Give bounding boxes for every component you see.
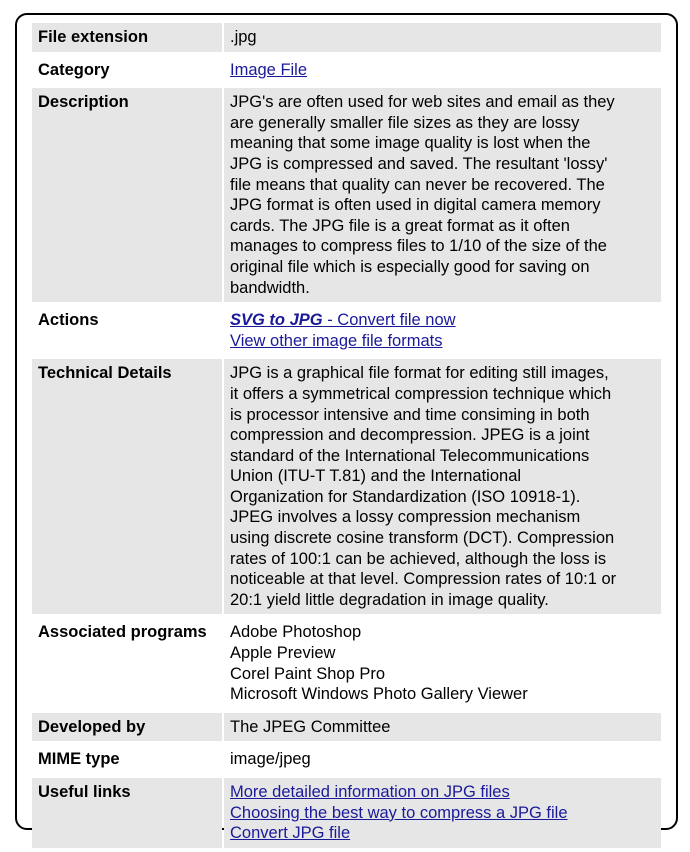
description-label: Description xyxy=(32,88,222,302)
description-line: manages to compress files to 1/10 of the size of the xyxy=(230,237,607,256)
technical-line: JPEG involves a lossy compression mechanism xyxy=(230,508,581,527)
mime-type-value: image/jpeg xyxy=(230,750,311,769)
category-value xyxy=(224,56,661,85)
file-extension-label: File extension xyxy=(32,23,222,52)
technical-line: 20:1 yield little degradation in image quality. xyxy=(230,590,549,609)
description-line: bandwidth. xyxy=(230,278,310,297)
file-extension-value: .jpg xyxy=(224,23,661,52)
row-mime-type xyxy=(32,745,661,774)
program-item: Microsoft Windows Photo Gallery Viewer xyxy=(230,685,528,704)
technical-line: Organization for Standardization (ISO 10918-1). xyxy=(230,487,581,506)
category-link[interactable]: Image File xyxy=(230,60,308,79)
file-info-table xyxy=(32,23,661,852)
row-useful-links xyxy=(32,778,661,848)
description-text xyxy=(224,88,661,302)
row-actions xyxy=(32,306,661,355)
technical-line: standard of the International Telecommunications xyxy=(230,446,590,465)
view-other-formats-link[interactable]: View other image file formats xyxy=(230,331,443,350)
row-associated-programs xyxy=(32,618,661,708)
row-category xyxy=(32,56,661,85)
view-other-line xyxy=(230,331,655,352)
category-label: Category xyxy=(38,60,110,79)
actions-value xyxy=(224,306,661,355)
technical-line: compression and decompression. JPEG is a joint xyxy=(230,426,590,445)
technical-line: Union (ITU-T T.81) and the International xyxy=(230,467,522,486)
useful-link-line xyxy=(230,803,655,824)
program-item: Adobe Photoshop xyxy=(230,623,362,642)
technical-line: noticeable at that level. Compression rates of 10:1 or xyxy=(230,570,617,589)
mime-type-label: MIME type xyxy=(38,750,120,769)
description-line: meaning that some image quality is lost when the xyxy=(230,134,591,153)
developed-by-value: The JPEG Committee xyxy=(224,713,661,742)
technical-line: it offers a symmetrical compression technique which xyxy=(230,384,612,403)
row-technical-details xyxy=(32,359,661,614)
description-line: file means that quality can never be recovered. The xyxy=(230,175,605,194)
row-file-extension xyxy=(32,23,661,52)
compress-jpg-link[interactable]: Choosing the best way to compress a JPG file xyxy=(230,803,568,822)
convert-format-label: SVG to JPG xyxy=(230,311,323,330)
program-item: Apple Preview xyxy=(230,644,336,663)
technical-line: rates of 100:1 can be achieved, although the loss is xyxy=(230,549,607,568)
file-info-panel xyxy=(15,13,678,843)
useful-link-line xyxy=(230,782,655,803)
jpg-info-link[interactable]: More detailed information on JPG files xyxy=(230,783,510,801)
developed-by-label: Developed by xyxy=(32,713,222,742)
useful-link-line xyxy=(230,823,655,844)
row-description xyxy=(32,88,661,302)
description-line: JPG format is often used in digital camera memory xyxy=(230,196,601,215)
useful-links-list xyxy=(224,778,661,848)
description-line: cards. The JPG file is a great format as it often xyxy=(230,216,570,235)
description-line: JPG is compressed and saved. The resultant 'lossy' xyxy=(230,154,608,173)
row-developed-by xyxy=(32,713,661,742)
associated-programs-list xyxy=(224,618,661,708)
useful-links-label: Useful links xyxy=(32,778,222,848)
description-line: JPG's are often used for web sites and email as they xyxy=(230,93,615,112)
convert-line xyxy=(230,310,655,331)
technical-details-text xyxy=(224,359,661,614)
convert-action-label: - Convert file now xyxy=(322,311,456,330)
description-line: original file which is especially good for saving on xyxy=(230,257,590,276)
convert-file-link[interactable] xyxy=(230,311,456,329)
description-line: are generally smaller file sizes as they are lossy xyxy=(230,113,580,132)
convert-jpg-link[interactable]: Convert JPG file xyxy=(230,824,351,843)
actions-label: Actions xyxy=(38,311,99,330)
associated-programs-label: Associated programs xyxy=(38,623,207,642)
technical-details-label: Technical Details xyxy=(32,359,222,614)
technical-line: is processor intensive and time consiming in both xyxy=(230,405,590,424)
program-item: Corel Paint Shop Pro xyxy=(230,664,386,683)
technical-line: JPG is a graphical file format for editing still images, xyxy=(230,364,609,383)
technical-line: using discrete cosine transform (DCT). Compression xyxy=(230,529,615,548)
